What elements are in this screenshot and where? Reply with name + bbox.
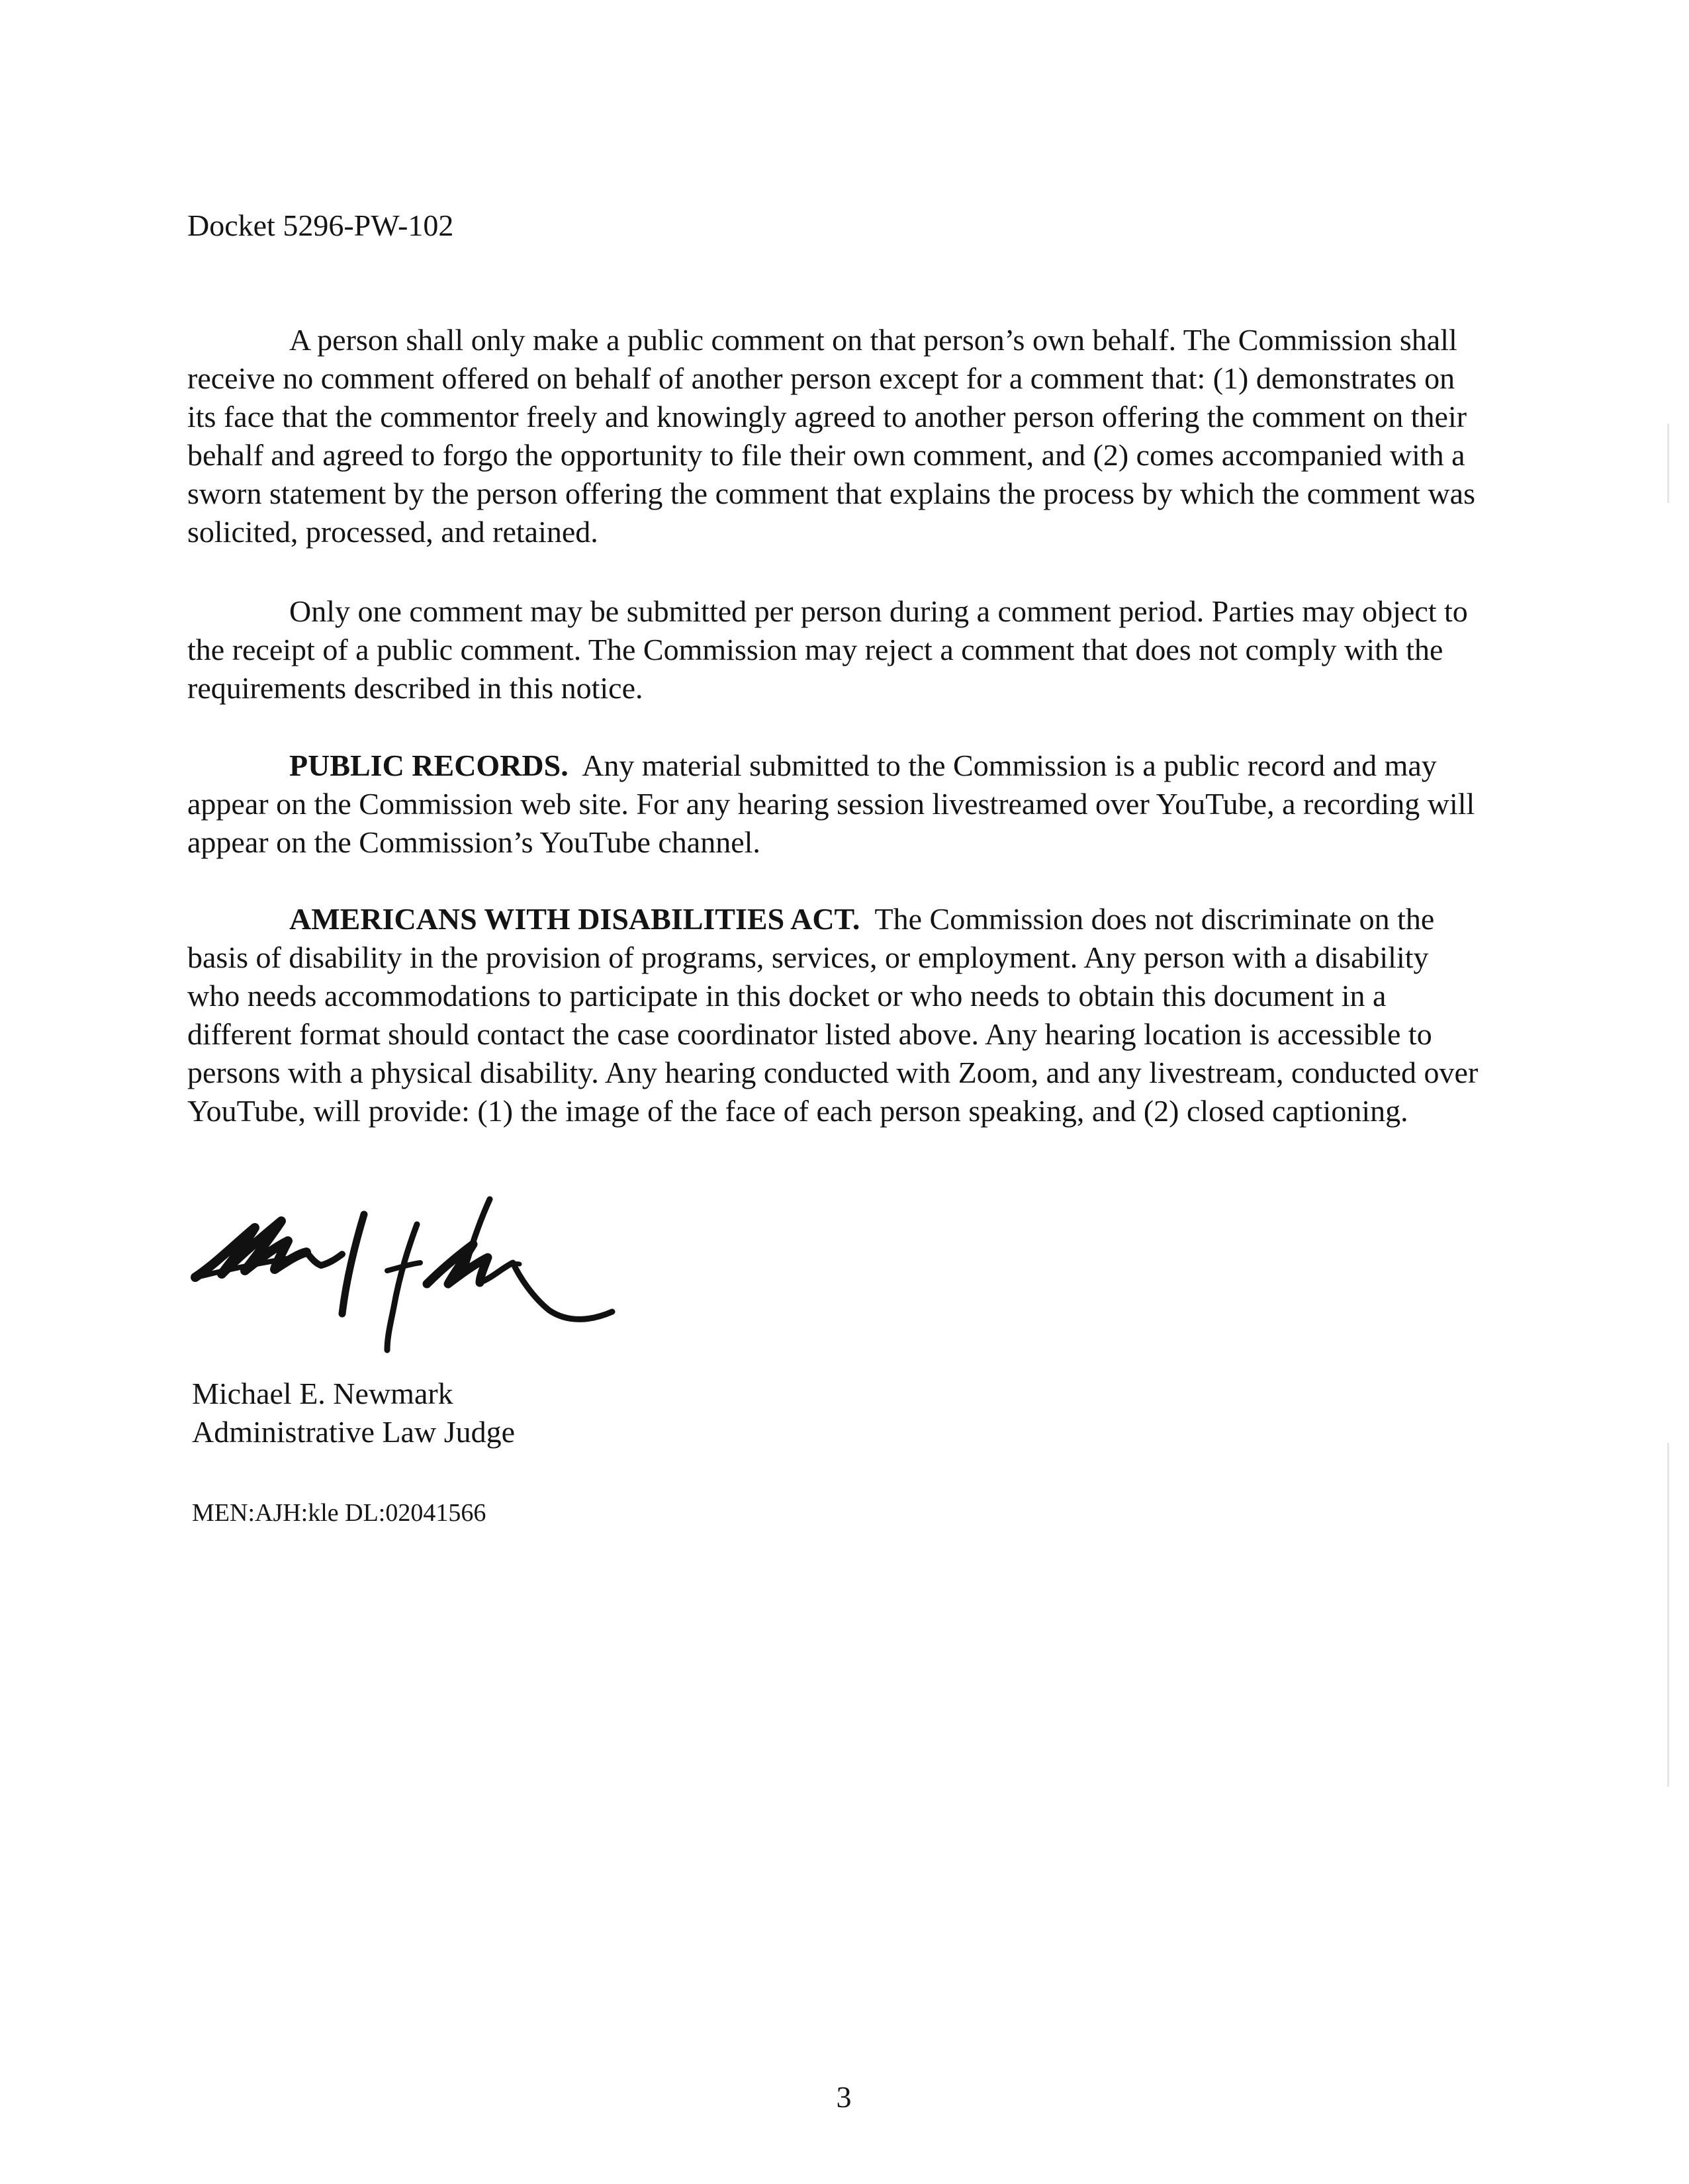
section-heading-ada: AMERICANS WITH DISABILITIES ACT. bbox=[289, 902, 860, 936]
signature-block bbox=[192, 1375, 515, 1451]
paragraph-public-records bbox=[187, 747, 1484, 862]
docket-number: Docket 5296-PW-102 bbox=[187, 208, 454, 242]
paragraph-text: The Commission does not discriminate on the basis of disability in the provision of programs, services, or employment. Any person with a disability who needs accommodations to participate in this docket or who needs to obtain this document in a different format should contact the case coordinator listed above. Any hearing location is accessible to persons with a physical disability. Any hearing conducted with Zoom, and any livestream, conducted over YouTube, will provide: (1) the image of the face of each person speaking, and (2) closed captioning. bbox=[187, 902, 1479, 1128]
signer-title: Administrative Law Judge bbox=[192, 1415, 516, 1449]
section-heading-public-records: PUBLIC RECORDS. bbox=[289, 749, 569, 782]
paragraph-text: Any material submitted to the Commission is a public record and may appear on the Commission web site. For any hearing session livestreamed over YouTube, a recording will appear on the Commission’s YouTube channel. bbox=[187, 749, 1475, 859]
reference-initials: MEN:AJH:kle DL:02041566 bbox=[192, 1499, 486, 1527]
paragraph-text: Only one comment may be submitted per person during a comment period. Parties may object to the receipt of a public comment. The Commission may reject a comment that does not comply with the requirements described in this notice. bbox=[187, 594, 1468, 705]
signer-name: Michael E. Newmark bbox=[192, 1377, 453, 1410]
paragraph-ada bbox=[187, 900, 1484, 1130]
paragraph-public-comment-behalf bbox=[187, 321, 1484, 551]
scan-artifact bbox=[1667, 1443, 1669, 1787]
handwritten-signature bbox=[189, 1191, 625, 1370]
scan-artifact bbox=[1667, 424, 1669, 503]
paragraph-text: A person shall only make a public comment on that person’s own behalf. The Commission shall receive no comment offered on behalf of another person except for a comment that: (1) demonstrates on its face that the commentor freely and knowingly agreed to another person offering the comment on their behalf and agreed to forgo the opportunity to file their own comment, and (2) comes accompanied with a sworn statement by the person offering the comment that explains the process by which the comment was solicited, processed, and retained. bbox=[187, 323, 1475, 549]
paragraph-one-comment bbox=[187, 592, 1484, 707]
page-number: 3 bbox=[836, 2080, 852, 2114]
